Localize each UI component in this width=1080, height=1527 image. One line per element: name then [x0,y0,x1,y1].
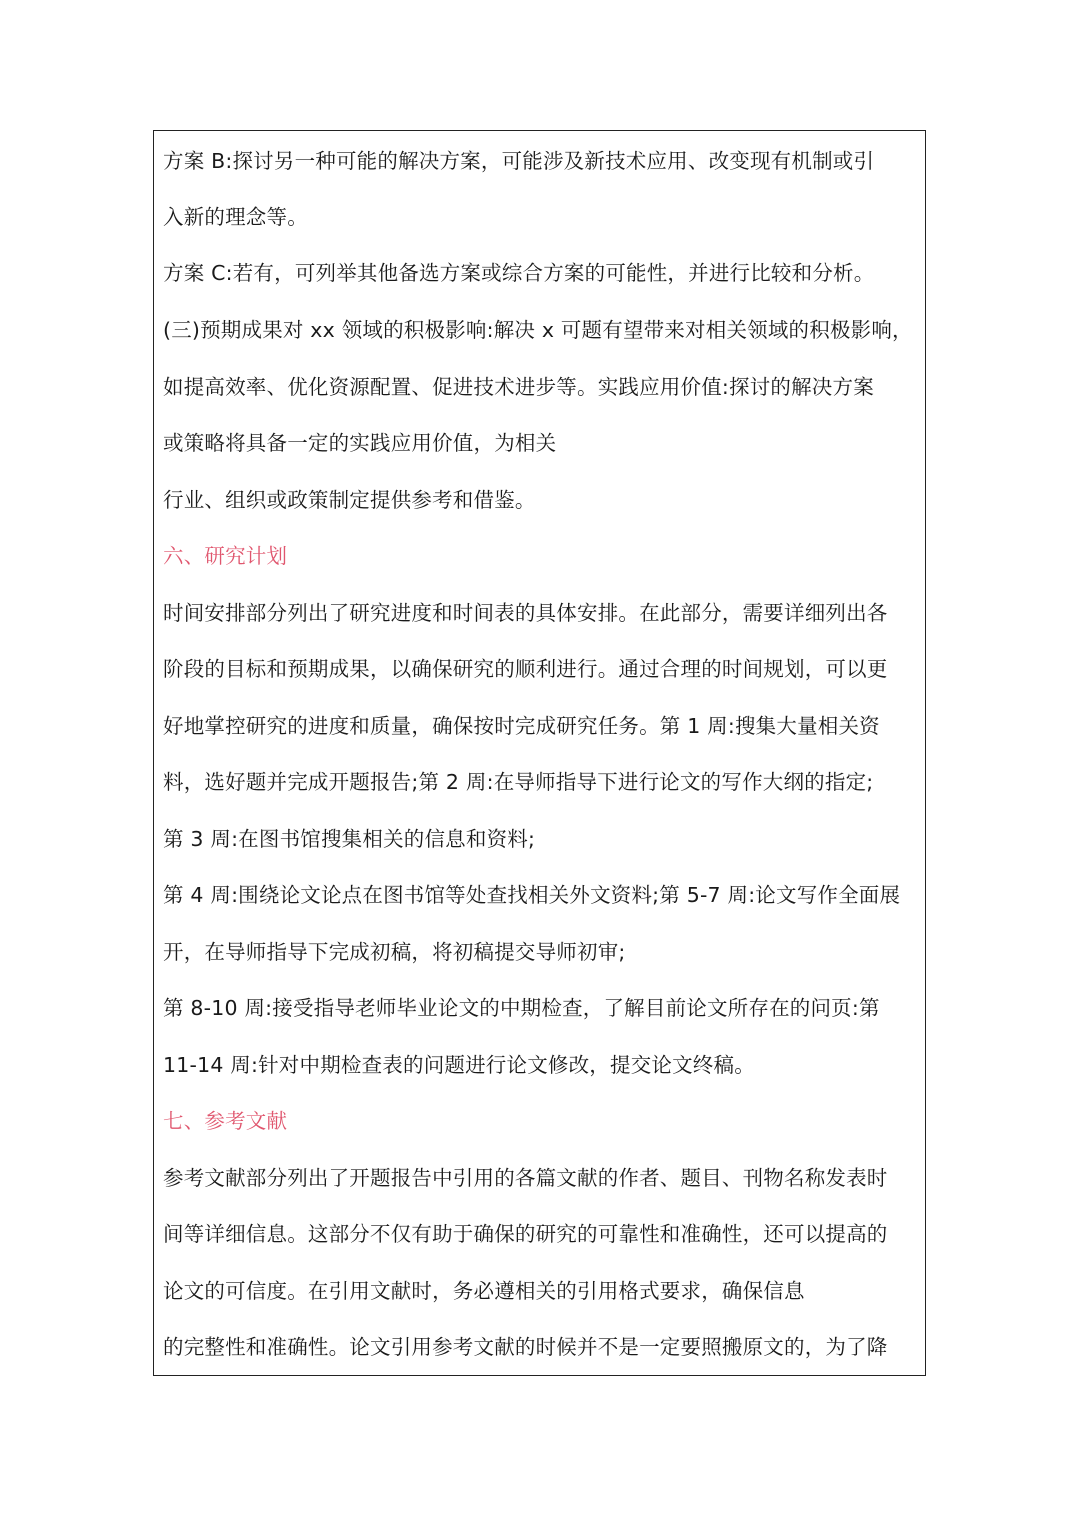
text-line: 参考文献部分列出了开题报告中引用的各篇文献的作者、题目、刊物名称发表时 [163,1166,888,1190]
text-line: 好地掌控研究的进度和质量，确保按时完成研究任务。第 1 周:搜集大量相关资 [163,714,880,738]
text-line: (三)预期成果对 xx 领域的积极影响:解决 x 可题有望带来对相关领域的积极影响， [163,318,913,342]
text-line: 如提高效率、优化资源配置、促进技术进步等。实践应用价值:探讨的解决方案 [163,375,874,399]
text-line: 11-14 周:针对中期检查表的问题进行论文修改，提交论文终稿。 [163,1053,755,1077]
text-line: 或策略将具备一定的实践应用价值，为相关 [163,431,557,455]
text-line: 阶段的目标和预期成果，以确保研究的顺利进行。通过合理的时间规划，可以更 [163,657,888,681]
section-heading-references: 七、参考文献 [163,1109,288,1133]
text-line: 时间安排部分列出了研究进度和时间表的具体安排。在此部分，需要详细列出各 [163,601,888,625]
text-line: 方案 B:探讨另一种可能的解决方案，可能涉及新技术应用、改变现有机制或引 [163,149,875,173]
text-line: 论文的可信度。在引用文献时，务必遵相关的引用格式要求，确保信息 [163,1279,805,1303]
text-line: 间等详细信息。这部分不仅有助于确保的研究的可靠性和准确性，还可以提高的 [163,1222,888,1246]
text-line: 入新的理念等。 [163,205,308,229]
text-line: 开，在导师指导下完成初稿，将初稿提交导师初审; [163,940,626,964]
text-line: 料，选好题并完成开题报告;第 2 周:在导师指导下进行论文的写作大纲的指定; [163,770,874,794]
section-heading-research-plan: 六、研究计划 [163,544,288,568]
text-line: 第 8-10 周:接受指导老师毕业论文的中期检查，了解目前论文所存在的问页:第 [163,996,880,1020]
text-line: 第 4 周:围绕论文论点在图书馆等处查找相关外文资料;第 5-7 周:论文写作全面展 [163,883,901,907]
text-line: 行业、组织或政策制定提供参考和借鉴。 [163,488,536,512]
text-line: 方案 C:若有，可列举其他备选方案或综合方案的可能性，并进行比较和分析。 [163,261,875,285]
text-line: 第 3 周:在图书馆搜集相关的信息和资料; [163,827,536,851]
text-line: 的完整性和准确性。论文引用参考文献的时候并不是一定要照搬原文的，为了降 [163,1335,888,1359]
